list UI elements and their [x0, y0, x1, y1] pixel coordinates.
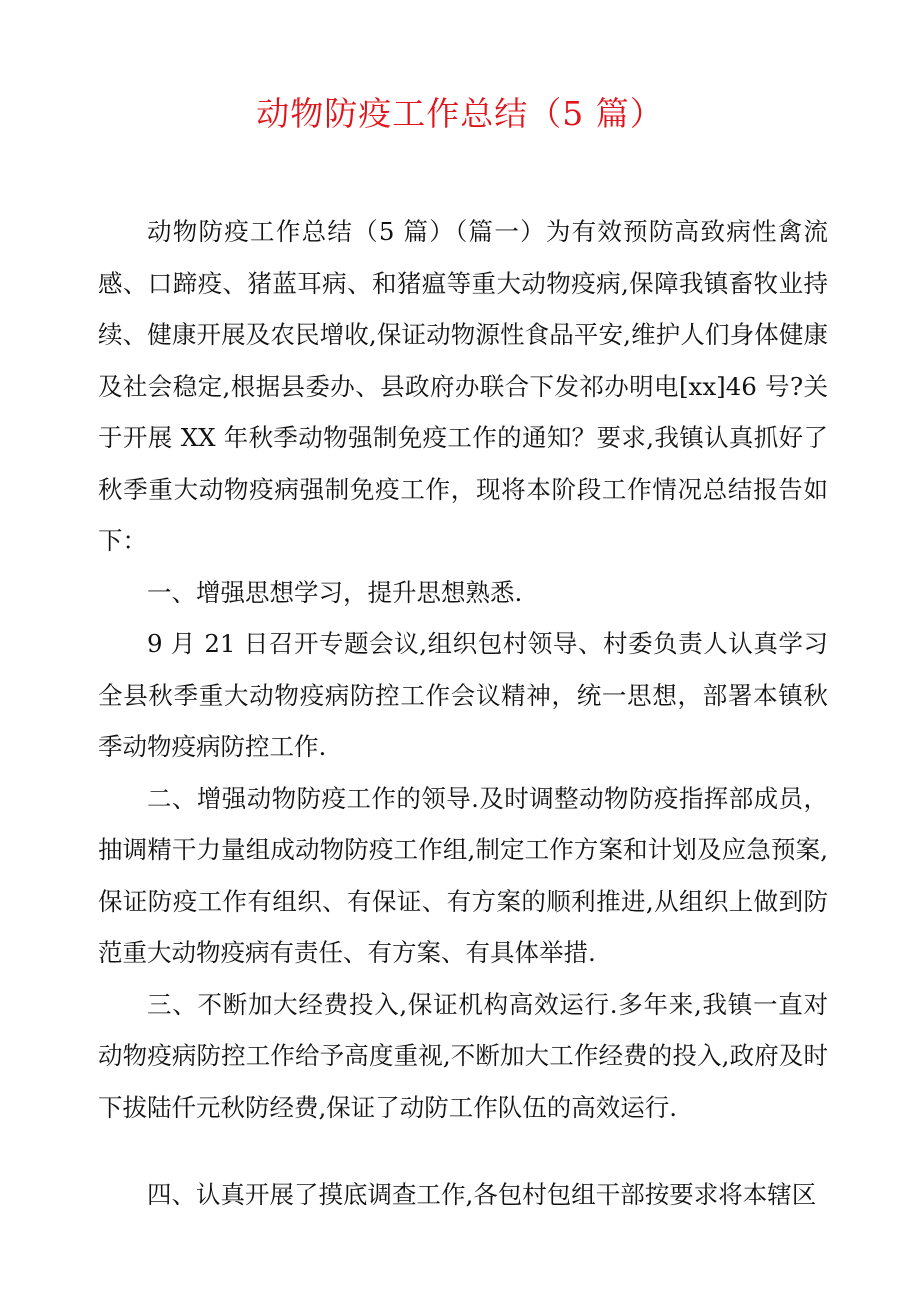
paragraph-section-3: 三、不断加大经费投入,保证机构高效运行.多年来,我镇一直对动物疫病防控工作给予高度重视,不断加大工作经费的投入,政府及时下拔陆仟元秋防经费,保证了动防工作队伍的高效运行. — [98, 989, 828, 1122]
document-body — [98, 206, 828, 1221]
paragraph-section-4: 四、认真开展了摸底调查工作,各包村包组干部按要求将本辖区 — [147, 1180, 817, 1209]
paragraph-section-2: 二、增强动物防疫工作的领导.及时调整动物防疫指挥部成员，抽调精干力量组成动物防疫工作组,制定工作方案和计划及应急预案,保证防疫工作有组织、有保证、有方案的顺利推进,从组织上做到防范重大动物疫病有责任、有方案、有具体举措. — [98, 783, 828, 967]
paragraph-section-1-body: 9 月 21 日召开专题会议,组织包村领导、村委负责人认真学习全县秋季重大动物疫病防控工作会议精神，统一思想，部署本镇秋季动物疫病防控工作. — [98, 629, 828, 761]
paragraph-intro: 动物防疫工作总结（5 篇）（篇一）为有效预防高致病性禽流感、口蹄疫、猪蓝耳病、和猪瘟等重大动物疫病,保障我镇畜牧业持续、健康开展及农民增收,保证动物源性食品平安,维护人们身体健康及社会稳定,根据县委办、县政府办联合下发祁办明电[xx]46 号?关于开展 XX 年秋季动物强制免疫工作的通知？要求,我镇认真抓好了秋季重大动物疫病强制免疫工作，现将本阶段工作情况总结报告如下： — [98, 217, 828, 555]
paragraph-section-1-heading: 一、增强思想学习，提升思想熟悉. — [147, 577, 523, 607]
document-title: 动物防疫工作总结（5 篇） — [256, 94, 664, 133]
